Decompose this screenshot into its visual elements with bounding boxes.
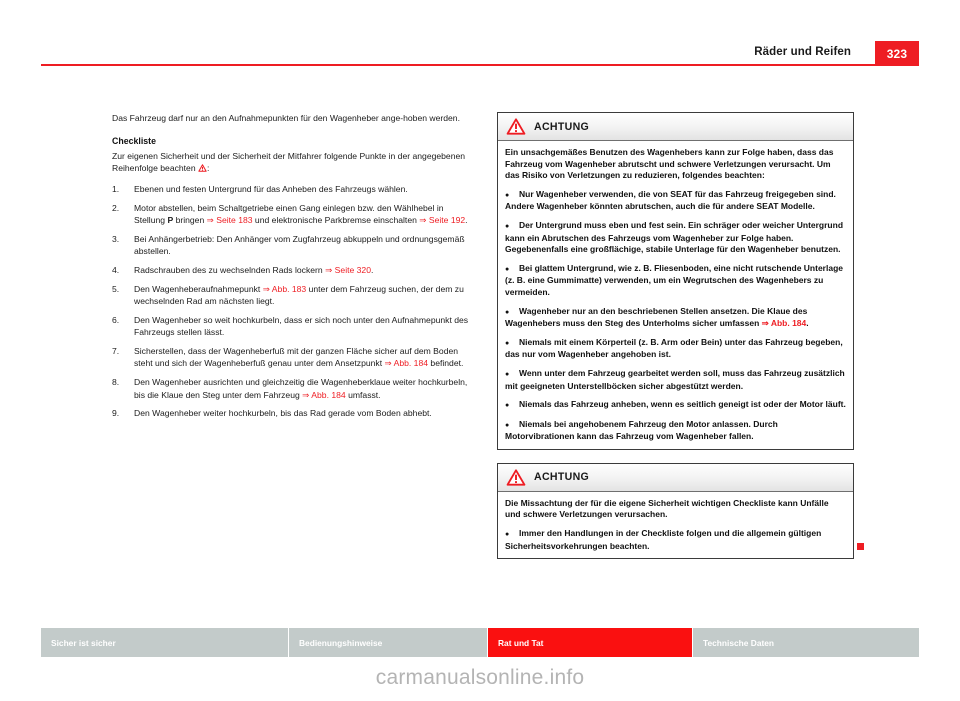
warning-bullet-item xyxy=(505,368,846,392)
footer-tab-label: Rat und Tat xyxy=(498,637,544,648)
warning-box xyxy=(497,463,854,559)
footer-tab-label: Bedienungshinweise xyxy=(299,637,383,648)
footer-tab-label: Technische Daten xyxy=(703,637,775,648)
step-number: 2. xyxy=(112,202,120,213)
step-text: Den Wagenheber ausrichten und gleichzeitig die Wagenheberklaue weiter hochkurbeln, bis die Klaue den Steg unter dem Fahrzeug xyxy=(134,377,468,400)
step-number: 3. xyxy=(112,234,120,245)
warning-text: Ein unsachgemäßes Benutzen des Wagenhebers kann zur Folge haben, dass das Fahrzeug vom Wagenheber abrutscht und schwere Verletzungen verursacht. Um das Risiko von Verletzungen zu reduzieren, folgendes beachten: xyxy=(505,147,834,181)
warning-bullet-item xyxy=(505,528,846,552)
warning-triangle-icon xyxy=(506,469,526,486)
checklist-step xyxy=(112,283,474,308)
warning-text: Niemals bei angehobenem Fahrzeug den Motor anlassen. Durch Motorvibrationen kann das Fahrzeug vom Wagenheber fallen. xyxy=(505,418,778,442)
checklist-lead-colon: : xyxy=(207,162,210,173)
checklist-subheading: Checkliste xyxy=(112,136,157,147)
warning-bullet-item xyxy=(505,337,846,361)
bullet-icon xyxy=(505,189,519,202)
bullet-icon xyxy=(505,399,519,412)
step-text: Motor abstellen, beim Schaltgetriebe einen Gang einlegen bzw. den Wählhebel in Stellung xyxy=(134,202,444,226)
warning-bullet-item xyxy=(505,263,846,299)
checklist-lead-paragraph xyxy=(112,150,474,175)
warning-paragraph xyxy=(505,147,846,182)
intro-paragraph: Das Fahrzeug darf nur an den Aufnahmepunkten für den Wagenheber ange-hoben werden. xyxy=(112,113,460,123)
warning-text: Der Untergrund muss eben und fest sein. Ein schräger oder weicher Untergrund kann ein Abrutschen des Fahrzeugs vom Wagenheber zur Folge haben. Gegebenenfalls eine großflächige, stabile Unterlage für den Wagenheber benutzen. xyxy=(505,219,844,255)
cross-reference[interactable]: ⇒ Abb. 184 xyxy=(302,389,346,400)
footer-tab-3[interactable] xyxy=(488,628,693,657)
bullet-icon xyxy=(505,263,519,276)
bullet-icon xyxy=(505,337,519,350)
step-text: Radschrauben des zu wechselnden Rads lockern xyxy=(134,265,326,276)
bullet-icon xyxy=(505,306,519,319)
footer-tab-1[interactable] xyxy=(41,628,289,657)
step-text: bringen xyxy=(173,215,207,226)
warning-text: Niemals mit einem Körperteil (z. B. Arm oder Bein) unter das Fahrzeug begeben, das nur vom Wagenheber angehoben ist. xyxy=(505,336,843,360)
step-text: unter dem Fahrzeug suchen, der dem zu wechselnden Rad am nächsten liegt. xyxy=(134,283,464,307)
footer-tab-4[interactable] xyxy=(693,628,919,657)
step-number: 7. xyxy=(112,346,120,357)
warning-text: Niemals das Fahrzeug anheben, wenn es seitlich geneigt ist oder der Motor läuft. xyxy=(519,399,846,410)
step-emphasis: P xyxy=(167,215,174,226)
footer-tab-2[interactable] xyxy=(289,628,488,657)
warning-bullet-item xyxy=(505,220,846,256)
cross-reference[interactable]: ⇒ Abb. 184 xyxy=(761,318,807,329)
right-column xyxy=(497,112,854,572)
step-text: befindet. xyxy=(428,358,464,369)
step-text: und elektronische Parkbremse einschalten xyxy=(252,215,420,226)
step-number: 9. xyxy=(112,408,120,419)
warning-text: Wenn unter dem Fahrzeug gearbeitet werden soll, muss das Fahrzeug zusätzlich mit geeigneten Unterstellböcken sicher abgestützt werden. xyxy=(505,367,845,391)
warning-box xyxy=(497,112,854,450)
checklist-lead-text: Zur eigenen Sicherheit und der Sicherheit der Mitfahrer folgende Punkte in der angegebenen Reihenfolge beachten xyxy=(112,150,466,173)
step-text: . xyxy=(371,265,374,276)
checklist-step xyxy=(112,183,474,195)
warning-text: Bei glattem Untergrund, wie z. B. Fliesenboden, eine nicht rutschende Unterlage (z. B. eine Gummimatte) verwenden, um ein Wegrutschen des Wagenhebers zu vermeiden. xyxy=(505,262,843,297)
warning-paragraph xyxy=(505,498,846,521)
cross-reference[interactable]: ⇒ Seite 192 xyxy=(419,215,466,226)
warning-text: Die Missachtung der für die eigene Sicherheit wichtigen Checkliste kann Unfälle und schwere Verletzungen verursachen. xyxy=(505,497,829,520)
cross-reference[interactable]: ⇒ Abb. 184 xyxy=(384,358,429,369)
checklist-step xyxy=(112,202,474,227)
warning-bullet-item xyxy=(505,189,846,213)
warning-bullet-item xyxy=(505,399,846,412)
checklist-step xyxy=(112,376,474,401)
step-text: Den Wagenheberaufnahmepunkt xyxy=(134,283,263,294)
warning-bullet-item xyxy=(505,306,846,330)
step-number: 5. xyxy=(112,283,120,294)
checklist-steps xyxy=(112,183,474,419)
bullet-icon xyxy=(505,220,519,233)
warning-triangle-icon xyxy=(198,162,210,173)
step-text: umfasst. xyxy=(345,389,381,400)
warning-box-body xyxy=(498,492,853,558)
header-rule xyxy=(41,64,919,66)
step-text: Den Wagenheber so weit hochkurbeln, dass er sich noch unter den Aufnahmepunkt des Fahrzeugs stellen lässt. xyxy=(134,315,469,338)
warning-box-title: ACHTUNG xyxy=(534,471,590,484)
checklist-step xyxy=(112,407,474,419)
page-number-badge: 323 xyxy=(875,41,919,66)
warning-text: Nur Wagenheber verwenden, die von SEAT für das Fahrzeug freigegeben sind. Andere Wagenheber könnten abrutschen, auch die für andere SEAT Modelle. xyxy=(505,188,836,212)
warning-triangle-icon xyxy=(506,118,526,135)
step-text: Ebenen und festen Untergrund für das Anheben des Fahrzeugs wählen. xyxy=(134,184,408,195)
warning-text: Wagenheber nur an den beschriebenen Stellen ansetzen. Die Klaue des Wagenhebers muss den Steg des Unterholms sicher umfassen xyxy=(505,305,808,329)
cross-reference[interactable]: ⇒ Seite 183 xyxy=(206,215,253,226)
checklist-step xyxy=(112,345,474,370)
footer-tab-bar xyxy=(41,628,919,657)
watermark: carmanualsonline.info xyxy=(375,666,585,689)
left-column xyxy=(112,112,474,426)
bullet-icon xyxy=(505,368,519,381)
page-title: Räder und Reifen xyxy=(754,46,851,58)
bullet-icon xyxy=(505,419,519,432)
cross-reference[interactable]: ⇒ Seite 320 xyxy=(325,265,371,276)
step-text: . xyxy=(465,215,468,226)
page-header xyxy=(0,0,960,70)
warning-box-header xyxy=(498,464,853,492)
step-number: 8. xyxy=(112,377,120,388)
checklist-step xyxy=(112,314,474,339)
footer-tab-label: Sicher ist sicher xyxy=(51,637,116,648)
step-text: Den Wagenheber weiter hochkurbeln, bis das Rad gerade vom Boden abhebt. xyxy=(134,408,432,419)
bullet-icon xyxy=(505,528,519,541)
step-text: Bei Anhängerbetrieb: Den Anhänger vom Zugfahrzeug abkuppeln und ordnungsgemäß abstellen. xyxy=(134,234,465,257)
warning-box-body xyxy=(498,141,853,449)
checklist-step xyxy=(112,264,474,276)
warning-box-header xyxy=(498,113,853,141)
warning-box-title: ACHTUNG xyxy=(534,120,590,133)
step-number: 4. xyxy=(112,265,120,276)
step-number: 1. xyxy=(112,184,120,195)
checklist-step xyxy=(112,233,474,258)
warning-text: . xyxy=(806,318,809,329)
warning-text: Immer den Handlungen in der Checkliste folgen und die allgemein gültigen Sicherheitsvorkehrungen beachten. xyxy=(505,528,822,551)
section-end-marker xyxy=(857,543,864,550)
step-number: 6. xyxy=(112,315,120,326)
step-text: Sicherstellen, dass der Wagenheberfuß mit der ganzen Fläche sicher auf dem Boden steht und sich der Wagenheberfuß genau unter dem Ansetzpunkt xyxy=(134,346,459,369)
warning-bullet-item xyxy=(505,419,846,443)
cross-reference[interactable]: ⇒ Abb. 183 xyxy=(262,283,307,294)
